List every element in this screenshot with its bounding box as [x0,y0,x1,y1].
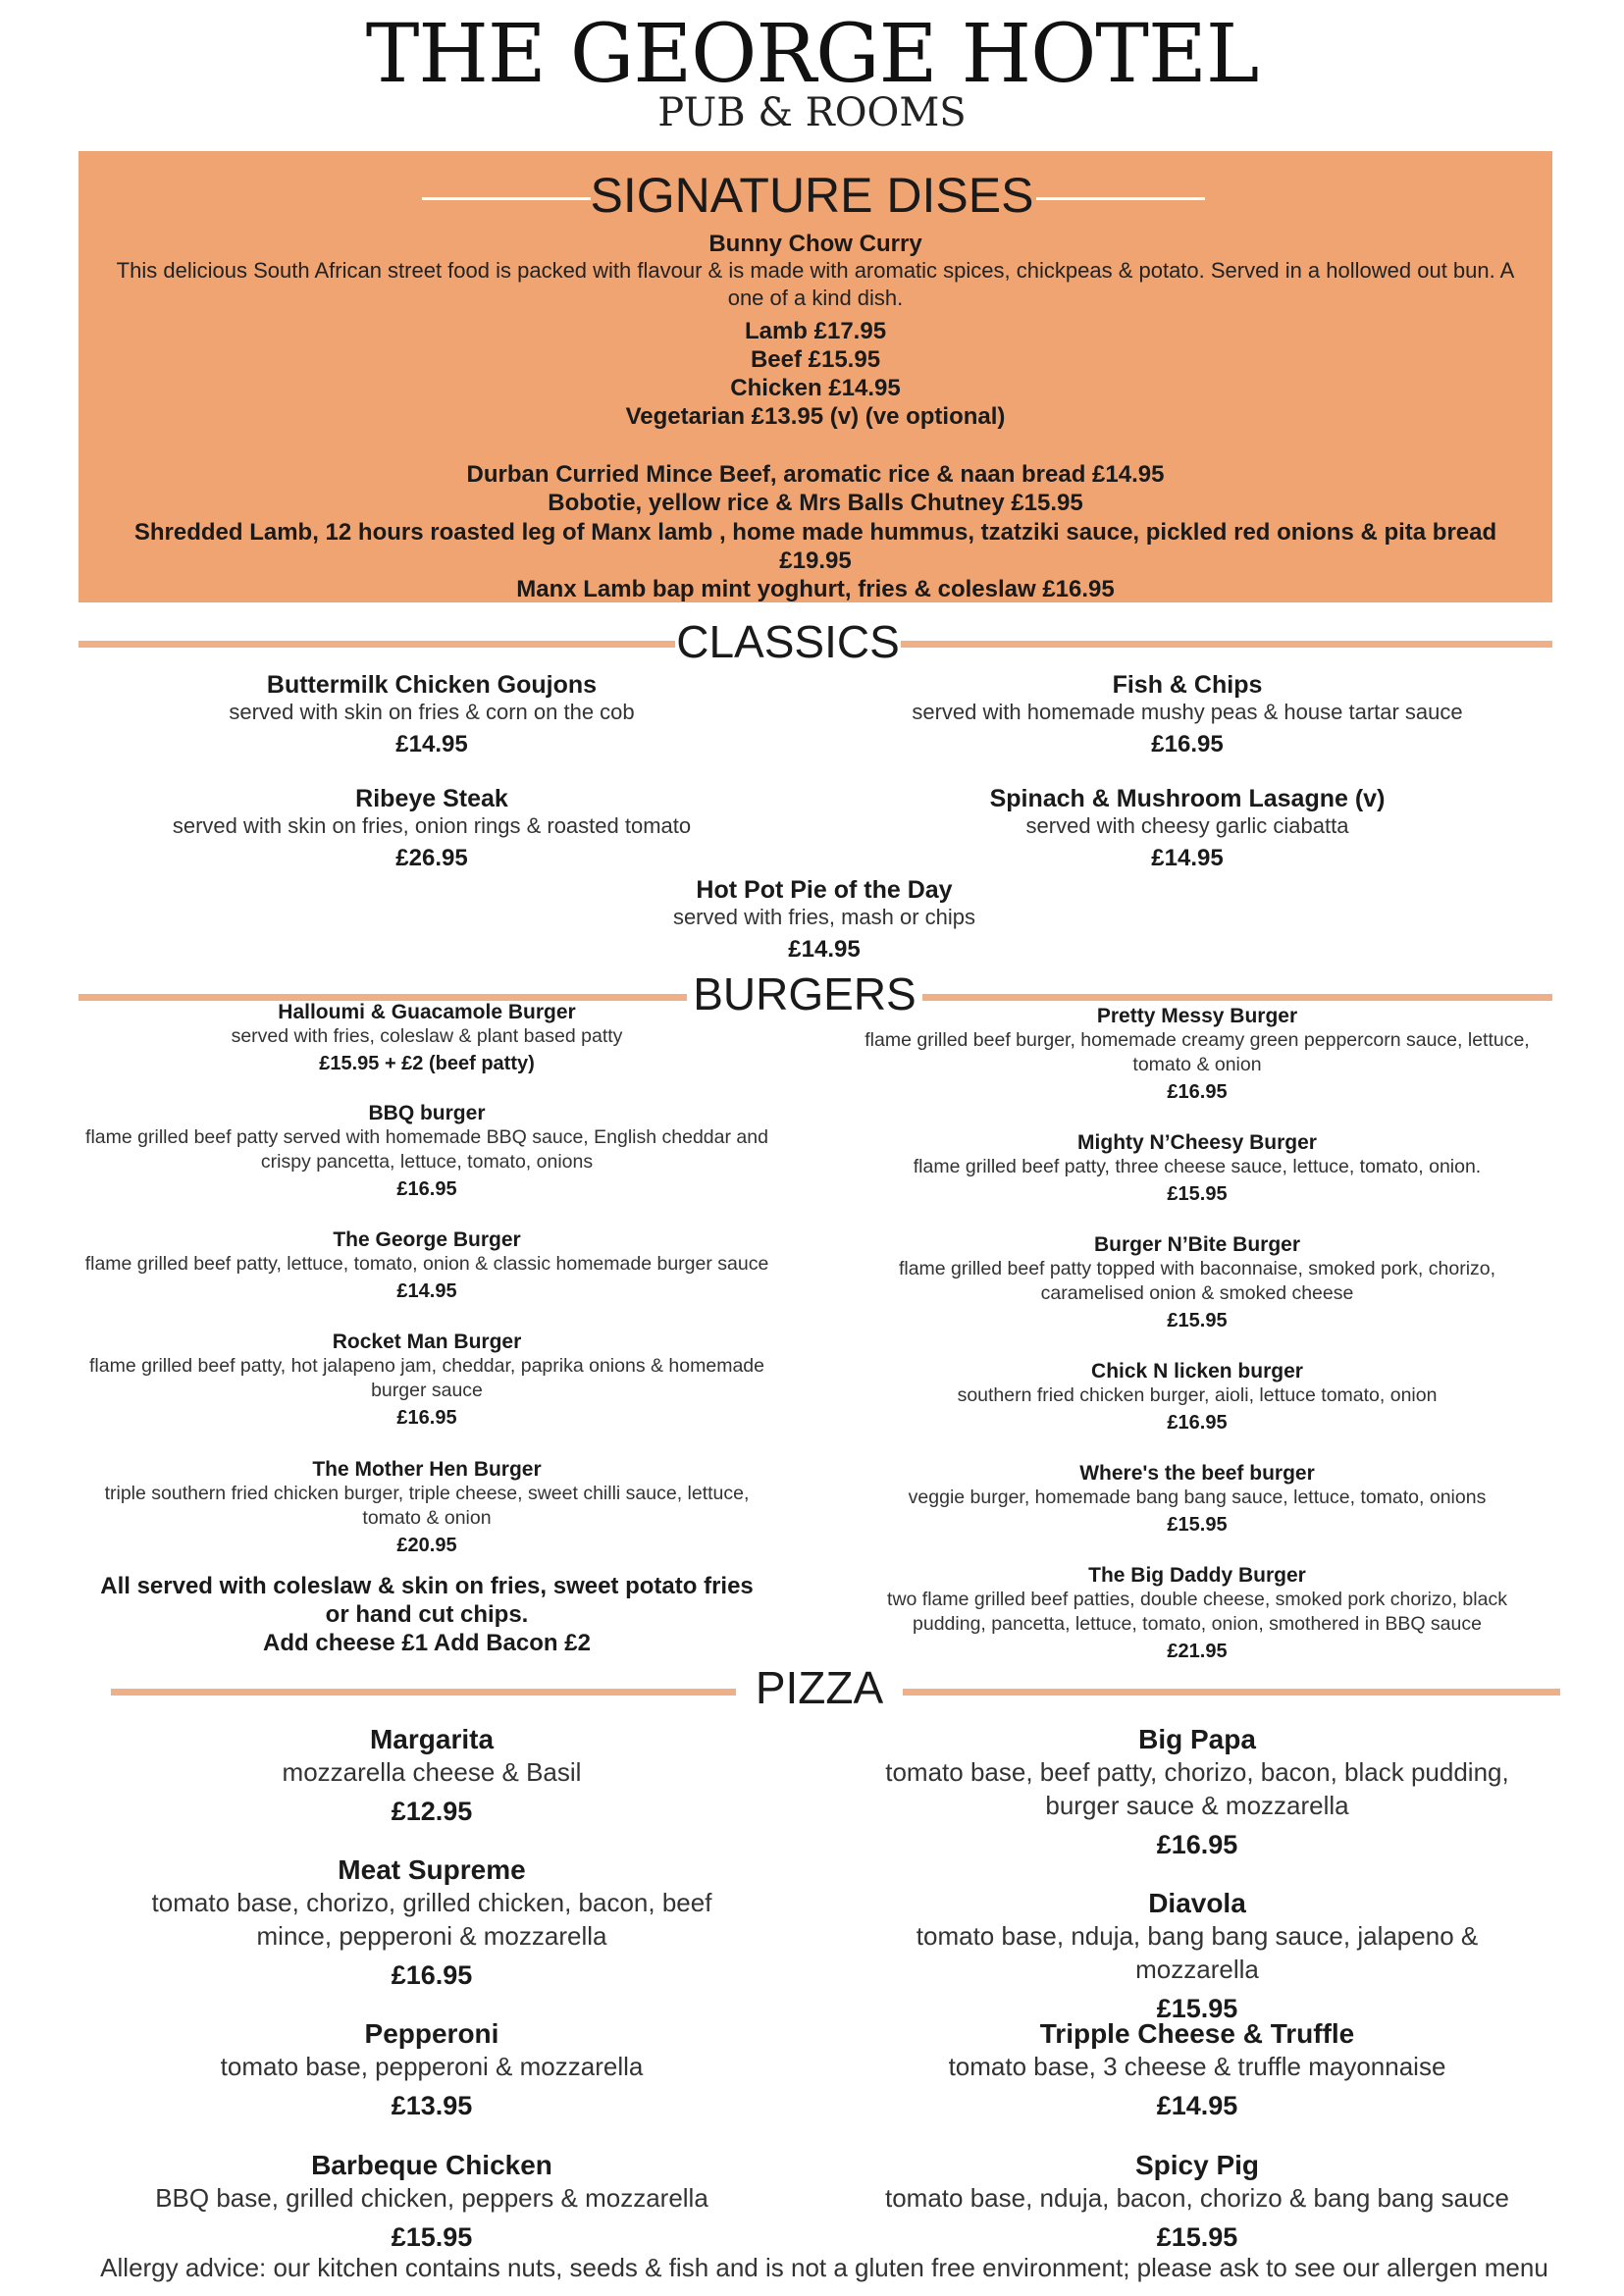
signature-heading: SIGNATURE DISES [590,168,1034,223]
item-description: served with homemade mushy peas & house tartar sauce [912,700,1463,724]
item-price: £16.95 [1151,731,1224,757]
pizza-item [864,1724,1531,1860]
bunny-chow-name: Bunny Chow Curry [708,231,922,257]
item-price: £16.95 [1156,1830,1238,1859]
item-price: £20.95 [396,1535,457,1556]
item-description: tomato base, chorizo, grilled chicken, bacon, beef mince, pepperoni & mozzarella [151,1888,712,1951]
item-description: triple southern fried chicken burger, triple cheese, sweet chilli sauce, lettuce, tomato & onion [104,1483,750,1529]
item-description: tomato base, nduja, bacon, chorizo & bang bang sauce [885,2183,1509,2213]
item-name: The Mother Hen Burger [312,1458,542,1481]
item-price: £14.95 [1151,845,1224,871]
burger-item [79,1102,775,1201]
note-line: All served with coleslaw & skin on fries, sweet potato fries [100,1573,754,1599]
item-description: flame grilled beef patty topped with baconnaise, smoked pork, chorizo, caramelised onion & smoked cheese [898,1258,1496,1304]
item-description: flame grilled beef patty, three cheese sauce, lettuce, tomato, onion. [913,1156,1482,1177]
pizza-item [118,1724,746,1827]
item-price: £16.95 [1167,1081,1228,1103]
item-description: southern fried chicken burger, aioli, lettuce tomato, onion [957,1384,1438,1406]
item-name: Where's the beef burger [1079,1462,1315,1485]
burger-item [854,1005,1541,1104]
burger-item [69,1228,785,1303]
item-name: Burger N’Bite Burger [1093,1233,1301,1256]
item-description: mozzarella cheese & Basil [282,1757,582,1787]
item-description: tomato base, beef patty, chorizo, bacon, black pudding, burger sauce & mozzarella [885,1757,1509,1820]
classics-item [530,876,1119,964]
item-name: Pretty Messy Burger [1096,1005,1298,1027]
item-price: £15.95 [391,2222,473,2252]
burger-item [883,1233,1511,1332]
item-price: £14.95 [788,936,861,963]
classics-heading: CLASSICS [676,616,900,667]
allergy-advice: Allergy advice: our kitchen contains nuts, seeds & fish and is not a gluten free environment; please ask to see our allergen menu [100,2253,1548,2282]
item-price: £13.95 [391,2091,473,2120]
item-price: £15.95 [1167,1514,1228,1536]
item-price: £16.95 [396,1407,457,1429]
item-name: BBQ burger [368,1102,486,1124]
item-description: flame grilled beef burger, homemade creamy green peppercorn sauce, lettuce, tomato & onion [864,1029,1530,1075]
burger-item [864,1131,1531,1206]
burger-sides-note [59,1572,795,1657]
signature-dish: Shredded Lamb, 12 hours roasted leg of Manx lamb , home made hummus, tzatziki sauce, pickled red onions & pita bread £19.95 [133,519,1497,574]
classics-item [137,671,726,758]
item-name: Mighty N’Cheesy Burger [1077,1131,1317,1154]
item-description: two flame grilled beef patties, double cheese, smoked pork chorizo, black pudding, pancetta, lettuce, tomato, onion, smothered in BBQ sauce [887,1589,1507,1635]
item-description: flame grilled beef patty, hot jalapeno jam, cheddar, paprika onions & homemade burger sauce [89,1355,764,1401]
burger-item [79,1331,775,1430]
item-description: served with skin on fries, onion rings & roasted tomato [172,813,692,838]
item-price: £26.95 [395,845,468,871]
item-name: Chick N licken burger [1091,1360,1303,1383]
item-price: £16.95 [391,1960,473,1990]
item-price: £16.95 [1167,1412,1228,1434]
bunny-option: Beef £15.95 [750,346,881,373]
item-description: served with skin on fries & corn on the cob [229,700,635,724]
item-name: Buttermilk Chicken Goujons [266,671,598,699]
item-name: Pepperoni [364,2018,499,2049]
item-description: served with fries, mash or chips [672,905,976,929]
item-price: £15.95 + £2 (beef patty) [319,1053,535,1074]
item-name: Hot Pot Pie of the Day [696,876,953,904]
item-price: £14.95 [395,731,468,757]
classics-item [883,785,1492,872]
item-price: £14.95 [396,1280,457,1302]
item-description: tomato base, pepperoni & mozzarella [220,2052,644,2081]
item-description: veggie burger, homemade bang bang sauce, lettuce, tomato, onions [908,1487,1487,1508]
item-name: Meat Supreme [338,1854,526,1885]
item-price: £14.95 [1156,2091,1238,2120]
pizza-item [864,1888,1531,2024]
bunny-option: Vegetarian £13.95 (v) (ve optional) [625,403,1006,430]
item-name: Rocket Man Burger [332,1331,522,1353]
note-line: or hand cut chips. [325,1601,529,1628]
item-price: £21.95 [1167,1641,1228,1662]
pizza-item [864,2018,1531,2121]
note-line: Add cheese £1 Add Bacon £2 [263,1630,591,1656]
signature-dish: Manx Lamb bap mint yoghurt, fries & coleslaw £16.95 [516,576,1115,602]
classics-item [118,785,746,872]
item-name: Margarita [369,1724,495,1754]
burger-item [79,1001,775,1075]
item-price: £16.95 [396,1178,457,1200]
item-description: served with cheesy garlic ciabatta [1025,813,1349,838]
pizza-item [864,2150,1531,2253]
item-description: BBQ base, grilled chicken, peppers & mozzarella [155,2183,708,2213]
item-name: Big Papa [1138,1724,1256,1754]
item-price: £15.95 [1167,1183,1228,1205]
bunny-option: Lamb £17.95 [744,318,887,344]
item-name: Spinach & Mushroom Lasagne (v) [989,785,1386,812]
item-description: flame grilled beef patty served with homemade BBQ sauce, English cheddar and crispy pancetta, lettuce, tomato, onions [85,1126,768,1173]
item-price: £15.95 [1167,1310,1228,1331]
item-price: £12.95 [391,1797,473,1826]
bunny-chow-description: This delicious South African street food is packed with flavour & is made with aromatic spices, chickpeas & potato. Served in a hollowed out bun. A one of a kind dish. [116,258,1515,310]
bunny-option: Chicken £14.95 [730,375,901,401]
item-name: Barbeque Chicken [311,2150,552,2180]
pizza-item [118,1854,746,1991]
item-description: flame grilled beef patty, lettuce, tomato, onion & classic homemade burger sauce [84,1253,769,1275]
item-name: Halloumi & Guacamole Burger [278,1001,576,1023]
signature-dish: Durban Curried Mince Beef, aromatic rice & naan bread £14.95 [466,461,1165,488]
burgers-heading: BURGERS [687,967,922,1020]
pizza-item [118,2018,746,2121]
item-name: The Big Daddy Burger [1088,1564,1306,1587]
item-name: Ribeye Steak [355,785,508,812]
burger-item [864,1360,1531,1435]
burger-item [864,1462,1531,1537]
classics-item [864,671,1511,758]
hotel-subtitle: PUB & ROOMS [657,90,967,135]
item-description: served with fries, coleslaw & plant based patty [231,1025,623,1047]
item-name: Fish & Chips [1112,671,1263,699]
item-price: £15.95 [1156,1994,1238,2023]
item-name: Tripple Cheese & Truffle [1039,2018,1355,2049]
item-name: The George Burger [333,1228,521,1251]
signature-dish: Bobotie, yellow rice & Mrs Balls Chutney £15.95 [548,490,1083,516]
item-description: tomato base, 3 cheese & truffle mayonnaise [948,2052,1446,2081]
burger-item [873,1564,1521,1663]
pizza-item [118,2150,746,2253]
item-description: tomato base, nduja, bang bang sauce, jalapeno & mozzarella [916,1921,1479,1984]
item-price: £15.95 [1156,2222,1238,2252]
item-name: Diavola [1148,1888,1246,1918]
pizza-heading: PIZZA [736,1661,903,1714]
item-name: Spicy Pig [1134,2150,1260,2180]
hotel-title: THE GEORGE HOTEL [365,8,1259,101]
burger-item [79,1458,775,1557]
